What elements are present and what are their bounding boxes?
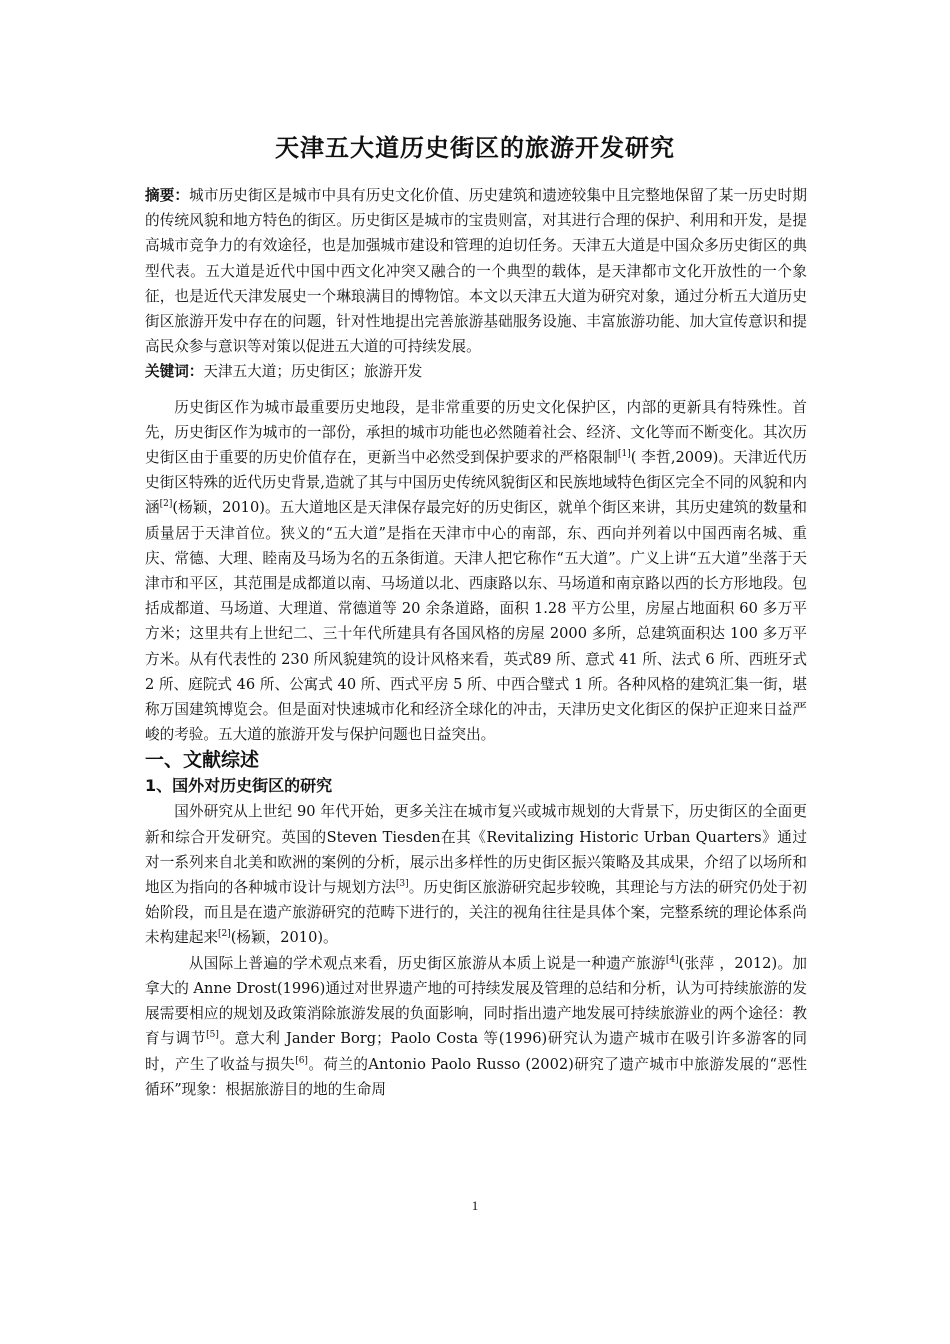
subsection-heading: 1、国外对历史街区的研究	[145, 776, 333, 796]
intro-paragraph	[145, 395, 807, 748]
spacer	[145, 385, 807, 395]
abstract-text: 城市历史街区是城市中具有历史文化价值、历史建筑和遗迹较集中且完整地保留了某一历史时期的传统风貌和地方特色的街区。历史街区是城市的宝贵则富，对其进行合理的保护、利用和开发，是提高城市竞争力的有效途径，也是加强城市建设和管理的迫切任务。天津五大道是中国众多历史街区的典型代表。五大道是近代中国中西文化冲突又融合的一个典型的载体，是天津都市文化开放性的一个象征，也是近代天津发展史一个琳琅满目的博物馆。本文以天津五大道为研究对象，通过分析五大道历史街区旅游开发中存在的问题，针对性地提出完善旅游基础服务设施、丰富旅游功能、加大宣传意识和提高民众参与意识等对策以促进五大道的可持续发展。	[145, 187, 807, 356]
paragraph-text: 从国际上普遍的学术观点来看，历史街区旅游从本质上说是一种遗产旅游	[188, 954, 666, 972]
keywords	[145, 359, 807, 384]
paragraph-text: (杨颖，2010)。	[230, 929, 338, 947]
keywords-text: 天津五大道；历史街区；旅游开发	[203, 363, 423, 381]
intro-text-3: (杨颖，2010)。五大道地区是天津保存最完好的历史街区，就单个街区来讲，其历史建筑的数量和质量居于天津首位。狭义的“五大道”是指在天津市中心的南部，东、西向并列着以中国西南名城、重庆、常德、大理、睦南及马场为名的五条街道。天津人把它称作“五大道”。广义上讲“五大道”坐落于天津市和平区，其范围是成都道以南、马场道以北、西康路以东、马场道和南京路以西的长方形地段。包括成都道、马场道、大理道、常德道等 20 余条道路，面积 1.28 平方公里，房屋占地面积 60 多万平方米；这里共有上世纪二、三十年代所建具有各国风格的房屋 2000 多所，总建筑面积达 100 多万平方米。从有代表性的 230 所风貌建筑的设计风格来看，英式89 所、意式 41 所、法式 6 所、西班牙式 2 所、庭院式 46 所、公寓式 40 所、西式平房 5 所、中西合璧式 1 所。各种风格的建筑汇集一街，堪称万国建筑博览会。但是面对快速城市化和经济全球化的冲击，天津历史文化街区的保护正迎来日益严峻的考验。五大道的旅游开发与保护问题也日益突出。	[145, 499, 807, 744]
paper-body	[145, 183, 807, 1102]
citation-ref: [1]	[618, 449, 631, 460]
citation-ref: [3]	[395, 879, 409, 890]
paper-title: 天津五大道历史街区的旅游开发研究	[275, 134, 675, 162]
paragraph-text: 国外研究从上世纪 90 年代开始，更多关注在城市复兴或城市规划的大背景下，历史街区的全面更新和综合开发研究。英国的Steven Tiesden在其《Revitalizing Historic Urban Quarters》通过对一系列来自北美和欧洲的案例的分析，展示出多样性的历史街区振兴策略及其成果，介绍了以场所和地区为指向的各种城市设计与规划方法	[145, 803, 807, 897]
paragraph-text: 。意大利 Jander Borg；Paolo Costa 等(1996)研究认为遗产城市在吸引许多游客的同时，产生了收益与损失	[145, 1030, 807, 1073]
keywords-label: 关键词：	[145, 363, 204, 381]
citation-ref: [5]	[206, 1030, 219, 1041]
section-paragraph	[145, 951, 807, 1102]
paragraph-text: 。历史街区旅游研究起步较晚，其理论与方法的研究仍处于初始阶段，而且是在遗产旅游研究的范畴下进行的，关注的视角往往是具体个案，完整系统的理论体系尚未构建起来	[145, 879, 807, 947]
intro-text-2: ( 李哲,2009)。天津近代历史街区特殊的近代历史背景,造就了其与中国历史传统风貌街区和民族地域特色街区完全不同的风貌和内涵	[145, 449, 807, 517]
citation-ref: [2]	[217, 929, 231, 940]
citation-ref: [6]	[295, 1055, 308, 1066]
citation-ref: [4]	[665, 954, 679, 965]
intro-text-1: 历史街区作为城市最重要历史地段，是非常重要的历史文化保护区，内部的更新具有特殊性。首先，历史街区作为城市的一部份，承担的城市功能也必然随着社会、经济、文化等而不断变化。其次历史街区由于重要的历史价值存在，更新当中必然受到保护要求的严格限制	[145, 398, 807, 467]
citation-ref: [2]	[159, 499, 173, 510]
section-paragraph	[145, 799, 807, 950]
paragraph-text: (张萍 ，2012)。加拿大的 Anne Drost(1996)通过对世界遗产地的可持续发展及管理的总结和分析，认为可持续旅游的发展需要相应的规划及政策消除旅游发展的负面影响，同时指出遗产地发展可持续旅游业的两个途径：教育与调节	[145, 954, 807, 1048]
page-number: 1	[471, 1198, 479, 1213]
section-heading: 一、文献综述	[145, 749, 260, 772]
abstract	[145, 183, 807, 359]
paragraph-text: 。荷兰的Antonio Paolo Russo (2002)研究了遗产城市中旅游发展的“恶性循环”现象：根据旅游目的地的生命周	[145, 1055, 807, 1098]
abstract-label: 摘要：	[145, 187, 190, 204]
